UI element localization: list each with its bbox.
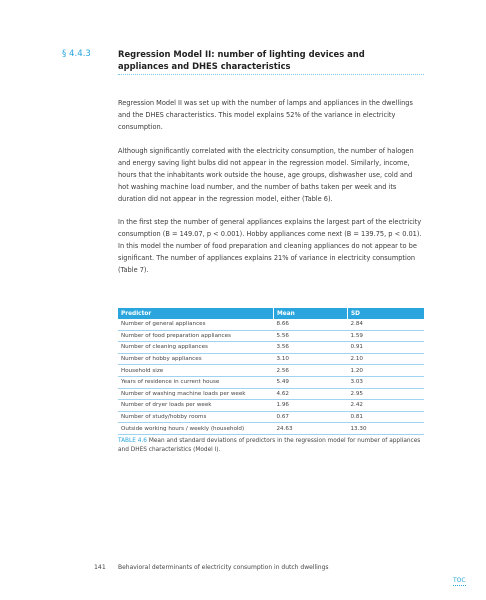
section-title-line-2: appliances and DHES characteristics (118, 61, 291, 71)
cell-predictor: Outside working hours / weekly (household) (118, 423, 274, 435)
cell-sd: 1.59 (348, 330, 425, 342)
table-row (118, 388, 424, 400)
cell-mean: 5.56 (274, 330, 348, 342)
cell-sd: 0.91 (348, 342, 425, 354)
section-title-line-1: Regression Model II: number of lighting devices and (118, 49, 365, 59)
cell-predictor: Number of washing machine loads per week (118, 388, 274, 400)
paragraph-1: Regression Model II was set up with the number of lamps and appliances in the dwellings and the DHES characteristics. This model explains 52% of the variance in electricity consumption. (118, 99, 413, 131)
table-row (118, 376, 424, 388)
cell-mean: 1.96 (274, 400, 348, 412)
predictor-table (118, 308, 424, 435)
cell-sd: 2.10 (348, 353, 425, 365)
caption-text: Mean and standard deviations of predictors in the regression model for number of appliances and DHES characteristics (Model I). (118, 438, 421, 453)
header-predictor: Predictor (118, 308, 274, 319)
caption-tag: TABLE 4.6 (118, 438, 147, 444)
table-row (118, 423, 424, 435)
table-caption (118, 437, 424, 454)
running-footer-title: Behavioral determinants of electricity consumption in dutch dwellings (118, 564, 329, 571)
cell-sd: 13.30 (348, 423, 425, 435)
section-title (118, 48, 418, 72)
cell-mean: 4.62 (274, 388, 348, 400)
cell-mean: 3.10 (274, 353, 348, 365)
cell-sd: 2.42 (348, 400, 425, 412)
paragraph-3: In the first step the number of general appliances explains the largest part of the electricity consumption (B = 149.07, p < 0.001). Hobby appliances come next (B = 139.75, p < 0.01). In this model the number of food preparation and cleaning appliances do not appear to be significant. The number of appliances explains 21% of variance in electricity consumption (Table 7). (118, 218, 422, 274)
cell-mean: 3.56 (274, 342, 348, 354)
table-row (118, 365, 424, 377)
section-number: § 4.4.3 (62, 49, 91, 59)
table-row (118, 400, 424, 412)
cell-predictor: Number of hobby appliances (118, 353, 274, 365)
cell-predictor: Number of food preparation appliances (118, 330, 274, 342)
cell-mean: 24.63 (274, 423, 348, 435)
cell-mean: 2.56 (274, 365, 348, 377)
header-sd: SD (348, 308, 425, 319)
cell-mean: 0.67 (274, 411, 348, 423)
cell-sd: 0.81 (348, 411, 425, 423)
cell-sd: 2.95 (348, 388, 425, 400)
page-number: 141 (94, 564, 106, 571)
header-mean: Mean (274, 308, 348, 319)
table-row (118, 330, 424, 342)
table-header-row (118, 308, 424, 319)
cell-predictor: Years of residence in current house (118, 376, 274, 388)
toc-link[interactable]: TOC (453, 577, 466, 584)
cell-mean: 8.66 (274, 319, 348, 330)
table-row (118, 342, 424, 354)
cell-predictor: Number of general appliances (118, 319, 274, 330)
cell-mean: 5.49 (274, 376, 348, 388)
cell-predictor: Number of dryer loads per week (118, 400, 274, 412)
paragraph-2: Although significantly correlated with the electricity consumption, the number of halogen and energy saving light bulbs did not appear in the regression model. Similarly, income, hours that the inhabitants work outside the house, age groups, dishwasher use, cold and hot washing machine load number, and the number of baths taken per week and its duration did not appear in the regression model, either (Table 6). (118, 147, 414, 203)
table-row (118, 319, 424, 330)
table-row (118, 353, 424, 365)
cell-predictor: Household size (118, 365, 274, 377)
cell-predictor: Number of cleaning appliances (118, 342, 274, 354)
cell-sd: 1.20 (348, 365, 425, 377)
cell-sd: 3.03 (348, 376, 425, 388)
section-divider (118, 74, 424, 75)
cell-sd: 2.84 (348, 319, 425, 330)
table-row (118, 411, 424, 423)
cell-predictor: Number of study/hobby rooms (118, 411, 274, 423)
